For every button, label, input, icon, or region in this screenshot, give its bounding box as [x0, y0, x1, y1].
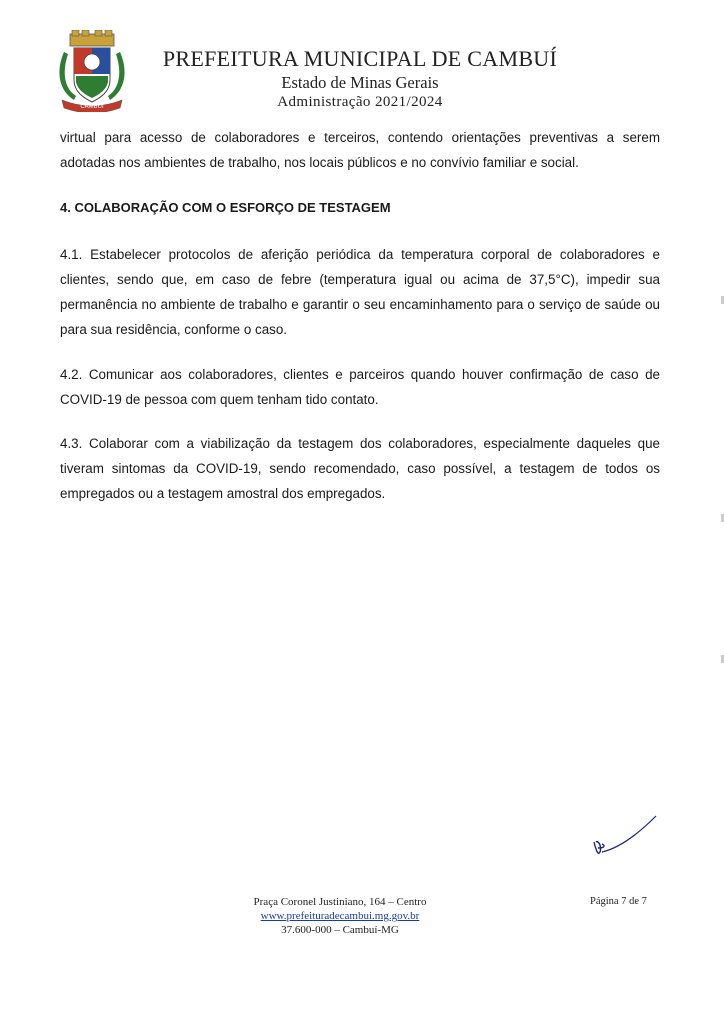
- paragraph-4-3: [60, 431, 660, 506]
- paragraph-4-2-text: 4.2. Comunicar aos colaboradores, clientes e parceiros quando houver confirmação de caso de COVID-19 de pessoa com quem tenham tido contato.: [60, 367, 660, 407]
- footer-postal: 37.600-000 – Cambuí-MG: [281, 924, 399, 936]
- intro-paragraph: [60, 125, 660, 175]
- page-number: Página 7 de 7: [590, 896, 647, 907]
- letterhead: [145, 46, 575, 112]
- footer-website-link[interactable]: www.prefeituradecambui.mg.gov.br: [260, 910, 420, 922]
- letterhead-title: PREFEITURA MUNICIPAL DE CAMBUÍ: [162, 46, 558, 71]
- section-heading-block: [60, 195, 660, 220]
- letterhead-administration: Administração 2021/2024: [277, 94, 443, 110]
- municipal-crest-icon: [54, 30, 130, 112]
- letterhead-state: Estado de Minas Gerais: [281, 73, 439, 92]
- footer-address-block: [220, 895, 460, 937]
- paragraph-4-2: [60, 362, 660, 412]
- crest-banner-text: CAMBUÍ: [80, 104, 104, 110]
- footer-address: Praça Coronel Justiniano, 164 – Centro: [253, 896, 427, 908]
- paragraph-4-1: [60, 242, 660, 342]
- intro-text: virtual para acesso de colaboradores e terceiros, contendo orientações preventivas a serem adotadas nos ambientes de trabalho, nos locais públicos e no convívio familiar e social.: [60, 130, 660, 170]
- paragraph-4-1-text: 4.1. Estabelecer protocolos de aferição periódica da temperatura corporal de colaboradores e clientes, sendo que, em caso de febre (temperatura igual ou acima de 37,5°C), impedir sua permanência no ambiente de trabalho e garantir o seu encaminhamento para o serviço de saúde ou para sua residência, conforme o caso.: [60, 247, 660, 337]
- paragraph-4-3-text: 4.3. Colaborar com a viabilização da testagem dos colaboradores, especialmente daqueles que tiveram sintomas da COVID-19, sendo recomendado, caso possível, a testagem de todos os empregados ou a testagem amostral dos empregados.: [60, 436, 660, 501]
- signature-icon: [590, 812, 660, 862]
- section-heading: 4. COLABORAÇÃO COM O ESFORÇO DE TESTAGEM: [60, 200, 391, 215]
